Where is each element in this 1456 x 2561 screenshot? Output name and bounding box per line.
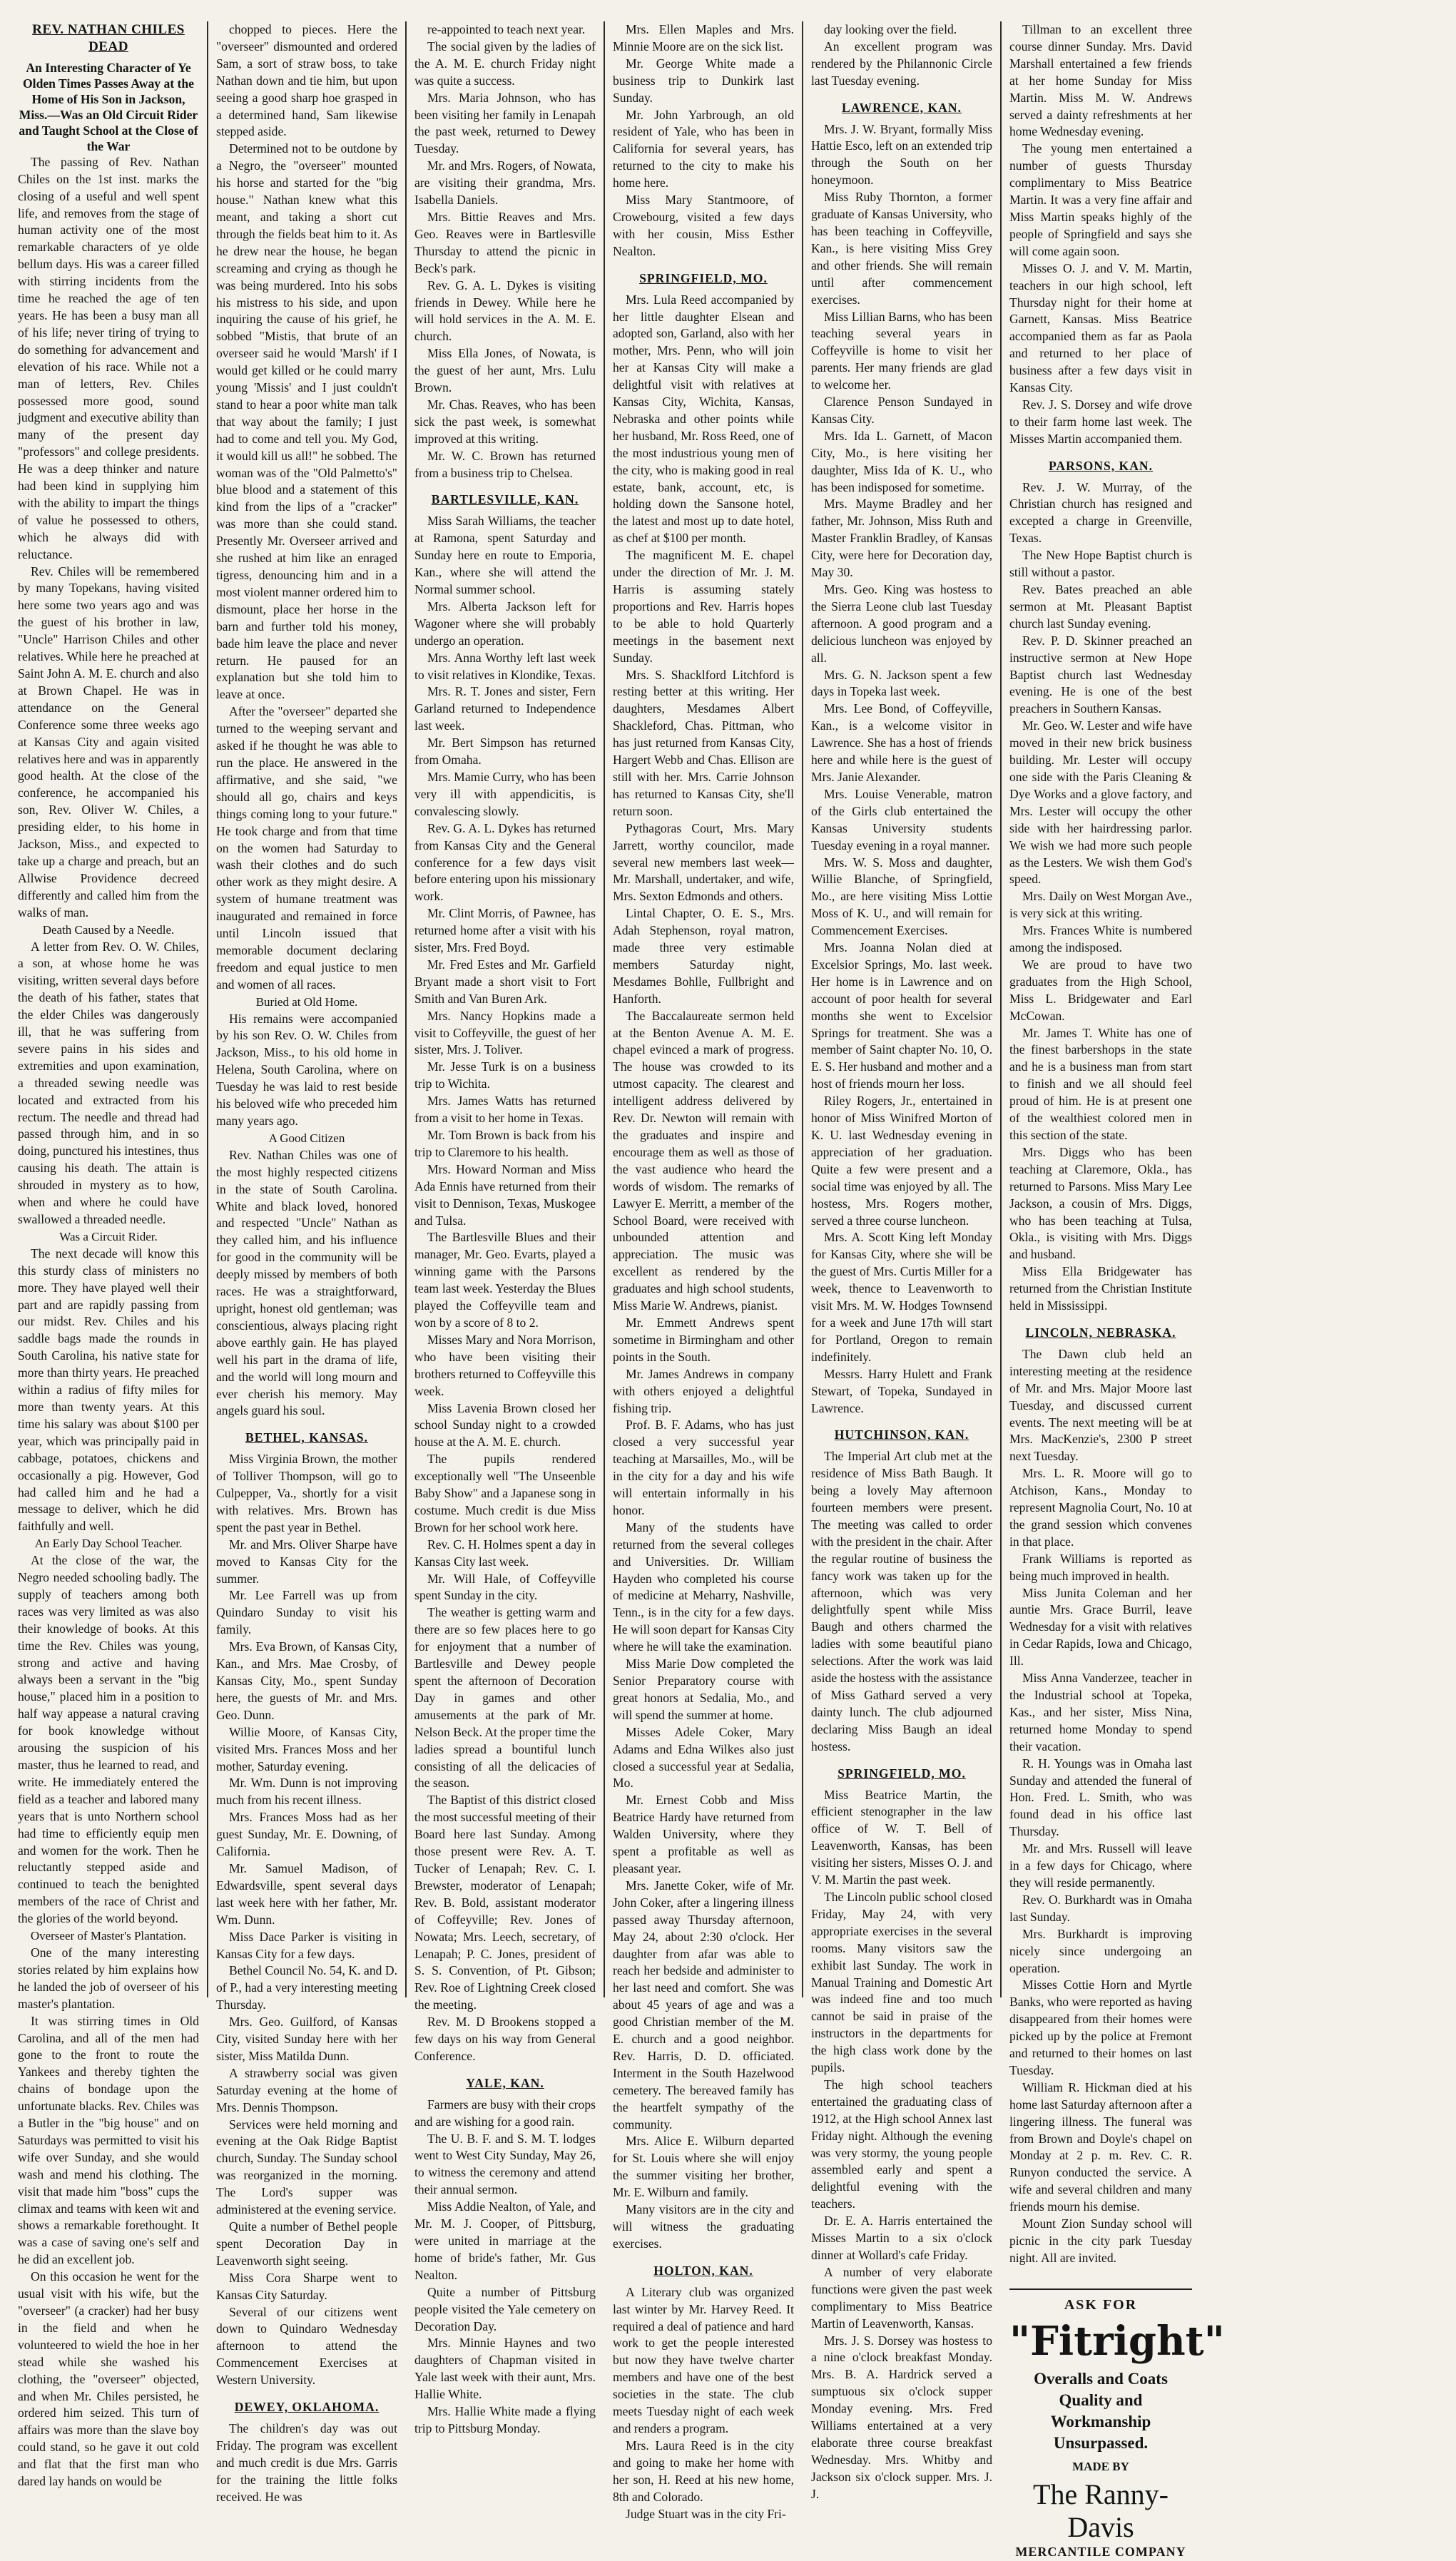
paragraph: Dr. E. A. Harris entertained the Misses Martin to a six o'clock dinner at Wollard's cafe Friday. — [811, 2214, 992, 2262]
paragraph: The Lincoln public school closed Friday, May 24, with very appropriate exercises in the several rooms. Many visitors saw the exhibit last Sunday. The work in Manual Training and Domestic Art was indeed fine and too much cannot be said in praise of the instructors in the departments for the high class work done by the pupils. — [811, 1889, 992, 2075]
paragraph: Miss Marie Dow completed the Senior Preparatory course with great honors at Sedalia, Mo., and will spend the summer at home. — [613, 1656, 794, 1722]
paragraph: Misses Adele Coker, Mary Adams and Edna Wilkes also just closed a successful year at Sedalia, Mo. — [613, 1724, 794, 1791]
paragraph: Clarence Penson Sundayed in Kansas City. — [811, 394, 992, 426]
paragraph: Mr. Will Hale, of Coffeyville spent Sunday in the city. — [414, 1571, 596, 1603]
column-2 — [208, 21, 407, 2504]
paragraph: The social given by the ladies of the A. M. E. church Friday night was quite a success. — [414, 39, 596, 88]
section-heading: SPRINGFIELD, MO. — [838, 1766, 966, 1781]
paragraph: Miss Ella Jones, of Nowata, is the guest of her aunt, Mrs. Lulu Brown. — [414, 346, 596, 395]
paragraph: Misses O. J. and V. M. Martin, teachers in our high school, left Thursday night for their home at Garnett, Kansas. Miss Beatrice accompanied them as far as Paola and returned to her place of business after a few days visit in Kansas City. — [1009, 260, 1192, 395]
paragraph: Mrs. G. N. Jackson spent a few days in Topeka last week. — [811, 667, 992, 699]
paragraph: Miss Dace Parker is visiting in Kansas City for a few days. — [216, 1929, 397, 1961]
paragraph: A letter from Rev. O. W. Chiles, a son, at whose home he was visiting, written several days before the death of his father, states that the elder Chiles was dangerously ill, that he was suffering from severe pains in his sides and extremities and upon examination, a threaded sewing needle was located and extracted from his rectum. The needle and thread had passed through him, and in so doing, punctured his intestines, thus causing his death. The attain is shrouded in mystery as to how, when and where he could have swallowed a threaded needle. — [18, 939, 199, 1226]
section-heading: BARTLESVILLE, KAN. — [431, 492, 579, 507]
paragraph: Mrs. S. Shacklford Litchford is resting better at this writing. Her daughters, Mesdames Albert Shackleford, Chas. Pittman, who has just returned from Kansas City, Hargert Webb and Chas. Ellison are still with her. Mrs. Carrie Johnson has returned to Kansas City, she'll return soon. — [613, 667, 794, 818]
section-heading: HOLTON, KAN. — [653, 2263, 753, 2278]
paragraph: William R. Hickman died at his home last Saturday afternoon after a lingering illness. The funeral was from Brown and Doyle's chapel on Monday at 2 p. m. Rev. C. R. Runyon conducted the service. A wife and several children and many friends mourn his demise. — [1009, 2079, 1192, 2214]
paragraph: The Baptist of this district closed the most successful meeting of their Board here last Sunday. Among those present were Rev. A. T. Tucker of Lenapah; Rev. C. I. Brewster, moderator of Lenapah; Rev. B. Bold, assistant moderator of Coffeyville; Rev. Jones of Nowata; Mrs. Leech, secretary, of Lenapah; P. C. Jones, president of S. S. Convention, of Pt. Gibson; Rev. Roe of Lightning Creek closed the meeting. — [414, 1793, 596, 2012]
paragraph: Miss Addie Nealton, of Yale, and Mr. M. J. Cooper, of Pittsburg, were united in marriage at the home of bride's father, Mr. Gus Nealton. — [414, 2199, 596, 2282]
paragraph: Miss Anna Vanderzee, teacher in the Industrial school at Topeka, Kas., and her sister, Miss Nina, returned home Monday to spend their vacation. — [1009, 1671, 1192, 1753]
paragraph: Mrs. Hallie White made a flying trip to Pittsburg Monday. — [414, 2404, 596, 2435]
paragraph: The high school teachers entertained the graduating class of 1912, at the High school Annex last Friday night. Although the evening was very stormy, the young people assembled early and spent a delightful evening with the teachers. — [811, 2077, 992, 2211]
paragraph: On this occasion he went for the usual visit with his wife, but the "overseer" (a cracker) had her busy in the field and when he volunteered to wield the hoe in her stead while she washed his clothing, the "overseer" objected, and when Mr. Chiles persisted, he ordered him seized. This turn of affairs was more than the slave boy could stand, so he gave it out cold and flat that the first man who dared lay hands on would be — [18, 2269, 199, 2489]
column-1 — [10, 21, 208, 2489]
paragraph: The U. B. F. and S. M. T. lodges went to West City Sunday, May 26, to witness the ceremony and attend their annual sermon. — [414, 2131, 596, 2197]
paragraph: Mr. Wm. Dunn is not improving much from his recent illness. — [216, 1776, 397, 1808]
paragraph: Mrs. Mayme Bradley and her father, Mr. Johnson, Miss Ruth and Master Franklin Bradley, of Kansas City, were here for Decoration day, May 30. — [811, 497, 992, 580]
paragraph: Mr. Chas. Reaves, who has been sick the past week, is somewhat improved at this writing. — [414, 397, 596, 446]
paragraph: The Bartlesville Blues and their manager, Mr. Geo. Evarts, played a winning game with the Parsons team last week. Yesterday the Blues played the Coffeyville team and won by a score of 8 to 2. — [414, 1230, 596, 1330]
paragraph: Miss Junita Coleman and her auntie Mrs. Grace Burril, leave Wednesday for a visit with relatives in Cedar Rapids, Iowa and Chicago, Ill. — [1009, 1585, 1192, 1669]
paragraph: Mr. James T. White has one of the finest barbershops in the state and he is a business man from start to finish and we all should feel proud of him. He is at present one of the wealthiest colored men in this section of the state. — [1009, 1025, 1192, 1142]
section-heading: HUTCHINSON, KAN. — [834, 1427, 969, 1442]
paragraph: Mrs. Diggs who has been teaching at Claremore, Okla., has returned to Parsons. Miss Mary Lee Jackson, a cousin of Mrs. Diggs, who has been teaching at Tulsa, Okla., is visiting with Mrs. Diggs and husband. — [1009, 1144, 1192, 1262]
paragraph: Willie Moore, of Kansas City, visited Mrs. Frances Moss and her mother, Saturday evening. — [216, 1724, 397, 1773]
ad-quality-line: Quality and Workmanship — [1050, 2391, 1151, 2430]
paragraph: After the "overseer" departed she turned to the weeping servant and asked if he thought he was able to run the place. He answered in the affirmative, and she said, "we should all go, chairs and keys things coming long to your future." He took charge and from that time on the women had Saturday to wash their clothes and do such other work as they might desire. A system of humane treatment was inaugurated and remained in force until Lincoln issued that memorable document declaring freedom and equal justice to men and women of all races. — [216, 704, 397, 992]
paragraph: Several of our citizens went down to Quindaro Wednesday afternoon to attend the Commencement Exercises at Western University. — [216, 2304, 397, 2388]
paragraph: Many visitors are in the city and will witness the graduating exercises. — [613, 2202, 794, 2251]
paragraph: The young men entertained a number of guests Thursday complimentary to Miss Beatrice Martin. It was a very fine affair and Miss Martin speaks highly of the people of Springfield and says she will come again soon. — [1009, 141, 1192, 258]
paragraph: Mrs. Minnie Haynes and two daughters of Chapman visited in Yale last week with their aunt, Mrs. Hallie White. — [414, 2336, 596, 2402]
ad-ask-for: ASK FOR — [1064, 2296, 1138, 2313]
paragraph: The pupils rendered exceptionally well "The Unseenble Baby Show" and a Japanese song in costume. Much credit is due Miss Brown for her school work here. — [414, 1452, 596, 1534]
column-3 — [407, 21, 605, 2435]
paragraph: R. H. Youngs was in Omaha last Sunday and attended the funeral of Hon. Fred. L. Smith, who was found dead in his office last Thursday. — [1009, 1756, 1192, 1839]
section-heading: LINCOLN, NEBRASKA. — [1025, 1325, 1176, 1340]
paragraph: It was stirring times in Old Carolina, and all of the men had gone to the front to route the Yankees and thereby tighten the chains of bondage upon the unfortunate blacks. Rev. Chiles was a Butler in the "big house" and on Saturdays was permitted to visit his wife over Sunday, and she would wash and mend his clothing. The visit that made him "boss" cups the climax and teams with keen wit and shows a remarkable forethought. It was a case of saving one's self and he did an excellent job. — [18, 2013, 199, 2267]
paragraph: Many of the students have returned from the several colleges and Universities. Dr. William Hayden who completed his course of medicine at Meharry, Nashville, Tenn., is in the city for a few days. He will soon depart for Kansas City where he will take the examination. — [613, 1519, 794, 1654]
paragraph: Pythagoras Court, Mrs. Mary Jarrett, worthy councilor, made several new members last week—Mr. Marshall, undertaker, and wife, Mrs. Sexton Edmonds and others. — [613, 820, 794, 904]
paragraph: Mrs. Lula Reed accompanied by her little daughter Elsean and adopted son, Garland, also with her mother, Mrs. Penn, who will join her at Kansas City will make a delightful visit with relatives at Kansas City, Wichita, Kansas, Nebraska and other points while her husband, Mr. Ross Reed, one of the most industrious young men of the city, who is making good in real estate, bank, account, etc, is holding down the Sansone hotel, the latest and most up to date hotel, as chef at $100 per month. — [613, 292, 794, 546]
subheading: Death Caused by a Needle. — [42, 922, 175, 937]
paragraph: Rev. G. A. L. Dykes is visiting friends in Dewey. While here he will hold services in the A. M. E. church. — [414, 278, 596, 344]
ad-company-name: The Ranny-Davis — [1033, 2478, 1169, 2543]
columns-container — [10, 21, 1449, 2559]
paragraph: Mrs. W. S. Moss and daughter, Willie Blanche, of Springfield, Mo., are here visiting Miss Lottie Moss of K. U., and will remain for Commencement Exercises. — [811, 855, 992, 938]
section-heading: DEWEY, OKLAHOMA. — [234, 2400, 380, 2415]
paragraph: Mount Zion Sunday school will picnic in the city park Tuesday night. All are invited. — [1009, 2216, 1192, 2265]
paragraph: Mrs. Frances Moss had as her guest Sunday, Mr. E. Downing, of California. — [216, 1810, 397, 1859]
paragraph: Mr. Emmett Andrews spent sometime in Birmingham and other points in the South. — [613, 1315, 794, 1364]
paragraph: Mrs. Laura Reed is in the city and going to make her home with her son, H. Reed at his new home, 8th and Colorado. — [613, 2438, 794, 2504]
paragraph: Frank Williams is reported as being much improved in health. — [1009, 1551, 1192, 1583]
paragraph: Riley Rogers, Jr., entertained in honor of Miss Winifred Morton of K. U. last Wednesday evening in appreciation of her graduation. Quite a few were present and a social time was enjoyed by all. The hostess, Mrs. Rogers mother, served a three course luncheon. — [811, 1094, 992, 1228]
paragraph: The New Hope Baptist church is still without a pastor. — [1009, 548, 1192, 580]
paragraph: Mrs. Ellen Maples and Mrs. Minnie Moore are on the sick list. — [613, 22, 794, 54]
paragraph: The Imperial Art club met at the residence of Miss Bath Baugh. It being a lovely May afternoon fourteen members were present. The meeting was called to order with the president in the chair. After the regular routine of business the fancy work was taken up for the afternoon, which was very delightfully spent while Miss Baugh and others charmed the ladies with some beautiful piano selections. After the work was laid aside the hostess with the assistance of Miss Gathard served a very dainty lunch. The club adjourned declaring Miss Baugh an ideal hostess. — [811, 1449, 992, 1753]
paragraph: Mr. Lee Farrell was up from Quindaro Sunday to visit his family. — [216, 1588, 397, 1637]
paragraph: We are proud to have two graduates from the High School, Miss L. Bridgewater and Earl McCowan. — [1009, 957, 1192, 1023]
paragraph: The passing of Rev. Nathan Chiles on the 1st inst. marks the closing of a useful and well spent life, and removes from the stage of human activity one of the most remarkable characters of ye olde bellum days. His was a career filled with stirring incidents from the time he reached the age of ten years. He has been a busy man all of his life; never tiring of trying to do something for advancement and elevation of his race. While not a man of letters, Rev. Chiles possessed more good, sound judgment and executive ability than many of the present day "professors" and college presidents. He was a deep thinker and nature had been kind in supplying him with the ability to impart the things of value he possessed to others, which he always did with reluctance. — [18, 154, 199, 561]
paragraph: Misses Cottie Horn and Myrtle Banks, who were reported as having disappeared from their homes were picked up by the police at Fremont and returned to their homes on last Tuesday. — [1009, 1977, 1193, 2077]
paragraph: chopped to pieces. Here the "overseer" dismounted and ordered Sam, a sort of straw boss, to take Nathan down and tie him, but upon seeing a good sharp hoe grasped in a determined hand, Sam likewise stepped aside. — [216, 22, 397, 139]
paragraph: day looking over the field. — [824, 22, 957, 36]
paragraph: Rev. M. D Brookens stopped a few days on his way from General Conference. — [414, 2015, 596, 2063]
ad-brand-name: "Fitright" — [1009, 2317, 1225, 2365]
paragraph: Mrs. J. S. Dorsey was hostess to a nine o'clock breakfast Monday. Mrs. B. A. Hardrick served a sumptuous six o'clock supper Monday evening. Mrs. Fred Williams entertained at a very elaborate three course breakfast Wednesday. Mrs. Whitby and Jackson six o'clock supper. Mrs. J. J. — [811, 2333, 992, 2501]
paragraph: Mr. Samuel Madison, of Edwardsville, spent several days last week here with her father, Mr. Wm. Dunn. — [216, 1860, 397, 1927]
paragraph: Mrs. Frances White is numbered among the indisposed. — [1009, 923, 1192, 955]
paragraph: A number of very elaborate functions were given the past week complimentary to Miss Beatrice Martin of Leavenworth, Kansas. — [811, 2264, 992, 2331]
section-heading: YALE, KAN. — [466, 2075, 544, 2090]
paragraph: Miss Cora Sharpe went to Kansas City Saturday. — [216, 2270, 397, 2302]
paragraph: Mr. George White made a business trip to Dunkirk last Sunday. — [613, 56, 794, 105]
column-6 — [1002, 21, 1225, 2559]
paragraph: A Literary club was organized last winter by Mr. Harvey Reed. It required a deal of patience and hard work to get the people interested but now they have twelve charter members and have one of the best societies in the state. The club meets Tuesday night of each week and renders a program. — [613, 2284, 794, 2435]
paragraph: Mr. Fred Estes and Mr. Garfield Bryant made a short visit to Fort Smith and Van Buren Ark. — [414, 957, 596, 1006]
column-4 — [605, 21, 803, 2521]
paragraph: Mrs. Janette Coker, wife of Mr. John Coker, after a lingering illness passed away Thursday afternoon, May 24, about 2:30 o'clock. Her daughter from afar was able to reach her bedside and administer to her last need and comfort. She was about 45 years of age and was a good Christian member of the M. E. church and a good neighbor. Rev. Harris, D. D. officiated. Interment in the South Hazelwood cemetery. The bereaved family has the heartfelt sympathy of the community. — [613, 1878, 794, 2132]
paragraph: re-appointed to teach next year. — [427, 22, 586, 36]
paragraph: Lintal Chapter, O. E. S., Mrs. Adah Stephenson, royal matron, made three very estimable members Saturday night, Mesdames Bohlle, Fullbright and Hanforth. — [613, 906, 794, 1006]
paragraph: The Dawn club held an interesting meeting at the residence of Mr. and Mrs. Major Moore last Tuesday, and discussed current events. The next meeting will be at Mrs. MacKenzie's, 2300 P street next Tuesday. — [1009, 1346, 1192, 1464]
paragraph: The magnificent M. E. chapel under the direction of Mr. J. M. Harris is assuming stately proportions and Rev. Harris hopes to be able to hold Quarterly meetings in the basement next Sunday. — [613, 548, 794, 665]
paragraph: Mrs. Louise Venerable, matron of the Girls club entertained the Kansas University students Tuesday evening in a royal manner. — [811, 786, 992, 852]
paragraph: Mrs. Anna Worthy left last week to visit relatives in Klondike, Texas. — [414, 650, 596, 682]
column-5 — [803, 21, 1002, 2501]
paragraph: Mr. Jesse Turk is on a business trip to Wichita. — [414, 1059, 596, 1091]
paragraph: Mr. James Andrews in company with others enjoyed a delightful fishing trip. — [613, 1366, 794, 1415]
paragraph: Mrs. James Watts has returned from a visit to her home in Texas. — [414, 1094, 596, 1126]
paragraph: Tillman to an excellent three course dinner Sunday. Mrs. David Marshall entertained a few friends at her home Sunday for Miss Martin. Miss M. W. Andrews served a dainty refreshments at her home Wednesday evening. — [1009, 22, 1192, 139]
fitright-advertisement — [1009, 2288, 1225, 2561]
paragraph: Quite a number of Pittsburg people visited the Yale cemetery on Decoration Day. — [414, 2284, 596, 2333]
paragraph: Mr. Clint Morris, of Pawnee, has returned home after a visit with his sister, Mrs. Fred Boyd. — [414, 906, 596, 955]
paragraph: Mrs. Howard Norman and Miss Ada Ennis have returned from their visit to Dennison, Texas, Muskogee and Tulsa. — [414, 1161, 596, 1228]
paragraph: Mr. Bert Simpson has returned from Omaha. — [414, 735, 596, 768]
ad-company-sub: MERCANTILE COMPANY — [1015, 2544, 1186, 2559]
paragraph: Mrs. Maria Johnson, who has been visiting her family in Lenapah the past week, returned to Dewey Tuesday. — [414, 90, 596, 156]
paragraph: Mrs. Eva Brown, of Kansas City, Kan., and Mrs. Mae Crosby, of Kansas City, Mo., spent Sunday here, the guests of Mr. and Mrs. Geo. Dunn. — [216, 1639, 397, 1722]
paragraph: Mr. Ernest Cobb and Miss Beatrice Hardy have returned from Walden University, where they spent a profitable as well as pleasant year. — [613, 1793, 794, 1875]
section-heading: BETHEL, KANSAS. — [245, 1430, 368, 1445]
section-heading: SPRINGFIELD, MO. — [639, 270, 768, 285]
paragraph: Mrs. Geo. King was hostess to the Sierra Leone club last Tuesday afternoon. A good program and a delicious luncheon was enjoyed by all. — [811, 582, 992, 665]
paragraph: Services were held morning and evening at the Oak Ridge Baptist church, Sunday. The Sunday school was reorganized in the morning. The Lord's supper was administered at the evening service. — [216, 2117, 397, 2217]
ad-product-line: Overalls and Coats — [1034, 2369, 1168, 2388]
paragraph: Rev. O. Burkhardt was in Omaha last Sunday. — [1009, 1892, 1192, 1924]
paragraph: Mrs. Burkhardt is improving nicely since undergoing an operation. — [1009, 1926, 1192, 1975]
paragraph: One of the many interesting stories related by him explains how he landed the job of overseer of his master's plantation. — [18, 1945, 199, 2011]
paragraph: Rev. J. W. Murray, of the Christian church has resigned and excepted a charge in Greenville, Texas. — [1009, 479, 1192, 546]
paragraph: An excellent program was rendered by the Philannonic Circle last Tuesday evening. — [811, 39, 992, 88]
paragraph: Farmers are busy with their crops and are wishing for a good rain. — [414, 2097, 596, 2129]
paragraph: Determined not to be outdone by a Negro, the "overseer" mounted his horse and started for the "big house." Nathan knew what this meant, and taking a short cut through the fields beat him to it. As he drew near the house, he began screaming and crying as though he was being murdered. Into his sobs his mistress to his side, and upon inquiring the cause of his grief, he sobbed "Mistis, that brute of an overseer said he would 'Marsh' if I would get killed or he could marry young 'Missis' and I just couldn't stand to hear a poor white man talk that way about the family; I just had to come and tell you. My God, it would kill us all!" he sobbed. The woman was of the "Old Palmetto's" blue blood and a statement of this kind from the lips of a "cracker" was more than she could stand. Presently Mr. Overseer arrived and she rushed at him like an enraged tigress, denouncing him and in a most violent manner ordered him to dismount, place her horse in the barn and further told his money, bade him leave the place and never return. He paused for an explanation but she told him to leave at once. — [216, 141, 397, 702]
subheading: Buried at Old Home. — [255, 994, 358, 1009]
ad-made-by: MADE BY — [1072, 2459, 1129, 2473]
paragraph: Miss Lavenia Brown closed her school Sunday night to a crowded house at the A. M. E. church. — [414, 1400, 596, 1450]
paragraph: Bethel Council No. 54, K. and D. of P., had a very interesting meeting Thursday. — [216, 1963, 397, 2012]
paragraph: Mrs. Nancy Hopkins made a visit to Coffeyville, the guest of her sister, Mrs. J. Toliver. — [414, 1008, 596, 1057]
paragraph: Miss Ella Bridgewater has returned from the Christian Institute held in Mississippi. — [1009, 1264, 1192, 1313]
paragraph: Miss Mary Stantmoore, of Crowebourg, visited a few days with her cousin, Miss Esther Nealton. — [613, 193, 794, 258]
paragraph: His remains were accompanied by his son Rev. O. W. Chiles from Jackson, Miss., to his old home in Helena, South Carolina, where on Tuesday he was laid to rest beside his beloved wife who preceded him many years ago. — [216, 1011, 397, 1128]
article-deck: An Interesting Character of Ye Olden Times Passes Away at the Home of His Son in Jackson, Miss.—Was an Old Circuit Rider and Taught School at the Close of the War — [19, 60, 198, 153]
paragraph: Rev. J. S. Dorsey and wife drove to their farm home last week. The Misses Martin accompanied them. — [1009, 397, 1192, 446]
paragraph: Mr. and Mrs. Russell will leave in a few days for Chicago, where they will reside permanently. — [1009, 1841, 1192, 1890]
paragraph: Mrs. Alberta Jackson left for Wagoner where she will probably undergo an operation. — [414, 599, 596, 648]
paragraph: Miss Lillian Barns, who has been teaching several years in Coffeyville is home to visit her parents. Her many friends are glad to welcome her. — [811, 309, 992, 392]
paragraph: Messrs. Harry Hulett and Frank Stewart, of Topeka, Sundayed in Lawrence. — [811, 1366, 992, 1415]
subheading: Was a Circuit Rider. — [59, 1229, 158, 1243]
ad-unsurpassed: Unsurpassed. — [1053, 2433, 1149, 2452]
paragraph: Mrs. L. R. Moore will go to Atchison, Kans., Monday to represent Magnolia Court, No. 10 at the grand session which convenes in that place. — [1009, 1466, 1192, 1549]
paragraph: The next decade will know this this sturdy class of ministers no more. They have played well their part and are rapidly passing from our midst. Rev. Chiles and his saddle bags made the rounds in South Carolina, his native state for more than thirty years. He preached within a radius of fifty miles for more than twenty years. At this time his salary was about $100 per year, which was principally paid in cabbage, potatoes, chickens and occasionally a pig. However, God had called him and he had a message to deliver, which he did faithfully and well. — [18, 1246, 199, 1534]
paragraph: Mrs. Bittie Reaves and Mrs. Geo. Reaves were in Bartlesville Thursday to attend the picnic in Beck's park. — [414, 209, 596, 275]
paragraph: Miss Ruby Thornton, a former graduate of Kansas University, who has been teaching in Coffeyville, Kan., is here visiting Miss Grey and other friends. She will remain until after commencement exercises. — [811, 190, 992, 307]
paragraph: Mrs. J. W. Bryant, formally Miss Hattie Esco, left on an extended trip through the South on her honeymoon. — [811, 121, 992, 188]
paragraph: Mrs. Ida L. Garnett, of Macon City, Mo., is here visiting her daughter, Miss Ida of K. U., who has been indisposed for sometime. — [811, 428, 992, 494]
paragraph: Mr. W. C. Brown has returned from a business trip to Chelsea. — [414, 448, 596, 480]
paragraph: Rev. Chiles will be remembered by many Topekans, having visited here some two years ago and was the guest of his brother in law, "Uncle" Harrison Chiles and other relatives. While here he preached at Saint John A. M. E. church and also at Brown Chapel. He was in attendance on the General Conference some three weeks ago at Kansas City and again visited relatives here and was in apparently good health. At the close of the conference, he accompanied his son, Rev. Oliver W. Chiles, a presiding elder, to his home in Jackson, Miss., and expected to take up a charge and preach, but an Allwise Providence decreed differently and called him from the walks of man. — [18, 564, 199, 920]
paragraph: Mrs. Geo. Guilford, of Kansas City, visited Sunday here with her sister, Miss Matilda Dunn. — [216, 2015, 397, 2063]
paragraph: Miss Beatrice Martin, the efficient stenographer in the law office of W. T. Bell of Leavenworth, Kansas, has been visiting her sisters, Misses O. J. and V. M. Martin the past week. — [811, 1787, 992, 1888]
paragraph: A strawberry social was given Saturday evening at the home of Mrs. Dennis Thompson. — [216, 2065, 397, 2114]
paragraph: The children's day was out Friday. The program was excellent and much credit is due Mrs. Garris for the training the little folks received. He was — [216, 2420, 397, 2504]
paragraph: Rev. Bates preached an able sermon at Mt. Pleasant Baptist church last Sunday evening. — [1009, 582, 1192, 631]
subheading: Overseer of Master's Plantation. — [30, 1929, 187, 1943]
paragraph: Rev. G. A. L. Dykes has returned from Kansas City and the General conference for a few days visit before entering upon his missionary work. — [414, 820, 596, 904]
paragraph: Mrs. Mamie Curry, who has been very ill with appendicitis, is convalescing slowly. — [414, 769, 596, 818]
paragraph: Mrs. R. T. Jones and sister, Fern Garland returned to Independence last week. — [414, 684, 596, 733]
paragraph: The weather is getting warm and there are so few places here to go for enjoyment that a number of Bartlesville and Dewey people spent the afternoon of Decoration Day in games and other amusements at the park of Mr. Nelson Beck. At the proper time the ladies spread a bountiful lunch consisting of all the delicacies of the season. — [414, 1605, 596, 1791]
paragraph: Miss Sarah Williams, the teacher at Ramona, spent Saturday and Sunday here en route to Emporia, Kan., where she will attend the Normal summer school. — [414, 514, 596, 596]
paragraph: The Baccalaureate sermon held at the Benton Avenue A. M. E. chapel evinced a mark of progress. The house was crowded to its utmost capacity. The clearest and intelligent address delivered by Rev. Dr. Newton will remain with the graduates and inspire and encourage them as well as those of the vast audience who heard the words of wisdom. The remarks of Lawyer E. Merritt, a member of the School Board, were received with unbounded attention and appreciation. The music was excellent as rendered by the graduates and high school students, Miss Marie W. Andrews, pianist. — [613, 1008, 794, 1313]
article-headline: REV. NATHAN CHILES DEAD — [32, 22, 185, 54]
paragraph: Mrs. A. Scott King left Monday for Kansas City, where she will be the guest of Mrs. Curtis Miller for a week, thence to Leavenworth to visit Mrs. M. W. Hodges Townsend for a week and June 17th will start for Portland, Oregon to remain indefinitely. — [811, 1230, 992, 1364]
paragraph: Mr. and Mrs. Oliver Sharpe have moved to Kansas City for the summer. — [216, 1537, 397, 1586]
paragraph: At the close of the war, the Negro needed schooling badly. The supply of teachers among both races was very limited as was also their knowledge of books. At this time the Rev. Chiles was young, strong and active and having always been a servant in the "big house," placed him in a position to half way appease a natural craving for book knowledge without arousing the suspicion of his master, thus he learned to read, and write. He immediately entered the field as a teacher and labored many years that is unto Northern school had time to efficiently equip men and women for the work. Then he reluctantly stepped aside and continued to teach the benighted members of the race of Christ and the glories of the world beyond. — [18, 1553, 199, 1926]
paragraph: Rev. P. D. Skinner preached an instructive sermon at New Hope Baptist church last Wednesday evening. He is one of the best preachers in Southern Kansas. — [1009, 633, 1192, 716]
paragraph: Mr. Geo. W. Lester and wife have moved in their new brick business building. Mr. Lester will occupy one side with the Paris Cleaning & Dye Works and a glove factory, and Mrs. Lester will occupy the other side with her hairdressing parlor. We wish we had more such people as the Lesters. We wish them God's speed. — [1009, 718, 1192, 887]
paragraph: Mr. Tom Brown is back from his trip to Claremore to his health. — [414, 1128, 596, 1159]
paragraph: Rev. Nathan Chiles was one of the most highly respected citizens in the state of South Carolina. White and black loved, honored and respected "Uncle" Nathan as they called him, and his influence for good in the community will be deeply missed by members of both races. He was a straightforward, upright, honest old gentleman; was conscientious, always placing right above earthly gain. He has played well his part in the drama of life, and the world will long mourn and ever cherish his memory. May angels guard his soul. — [216, 1147, 397, 1418]
paragraph: Mr. and Mrs. Rogers, of Nowata, are visiting their grandma, Mrs. Isabella Daniels. — [414, 158, 596, 208]
paragraph: Mrs. Joanna Nolan died at Excelsior Springs, Mo. last week. Her home is in Lawrence and on account of poor health for several months she went to Excelsior Springs for treatment. She was a member of Saint chapter No. 10, O. E. S. Her husband and mother and a host of friends mourn her loss. — [811, 940, 992, 1091]
subheading: An Early Day School Teacher. — [34, 1537, 183, 1551]
paragraph: Judge Stuart was in the city Fri- — [626, 2506, 786, 2521]
paragraph: Mr. John Yarbrough, an old resident of Yale, who has been in California for several years, has returned to the city to make his home here. — [613, 107, 794, 190]
paragraph: Rev. C. H. Holmes spent a day in Kansas City last week. — [414, 1537, 596, 1569]
paragraph: Mrs. Alice E. Wilburn departed for St. Louis where she will enjoy the summer visiting her brother, Mr. E. Wilburn and family. — [613, 2134, 794, 2200]
paragraph: Quite a number of Bethel people spent Decoration Day in Leavenworth sight seeing. — [216, 2219, 397, 2268]
section-heading: LAWRENCE, KAN. — [842, 100, 962, 115]
subheading: A Good Citizen — [268, 1131, 345, 1145]
paragraph: Miss Virginia Brown, the mother of Tolliver Thompson, will go to Culpepper, Va., shortly for a visit with relatives. Mrs. Brown has spent the past year in Bethel. — [216, 1452, 397, 1534]
paragraph: Misses Mary and Nora Morrison, who have been visiting their brothers returned to Coffeyville this week. — [414, 1332, 596, 1398]
paragraph: Mrs. Daily on West Morgan Ave., is very sick at this writing. — [1009, 889, 1192, 921]
section-heading: PARSONS, KAN. — [1048, 458, 1154, 473]
paragraph: Mrs. Lee Bond, of Coffeyville, Kan., is a welcome visitor in Lawrence. She has a host of friends here and while here is the guest of Mrs. Janie Alexander. — [811, 701, 992, 784]
paragraph: Prof. B. F. Adams, who has just closed a very successful year teaching at Marsailles, Mo., will be in the city for a day and his wife will entertain informally in his honor. — [613, 1417, 794, 1517]
